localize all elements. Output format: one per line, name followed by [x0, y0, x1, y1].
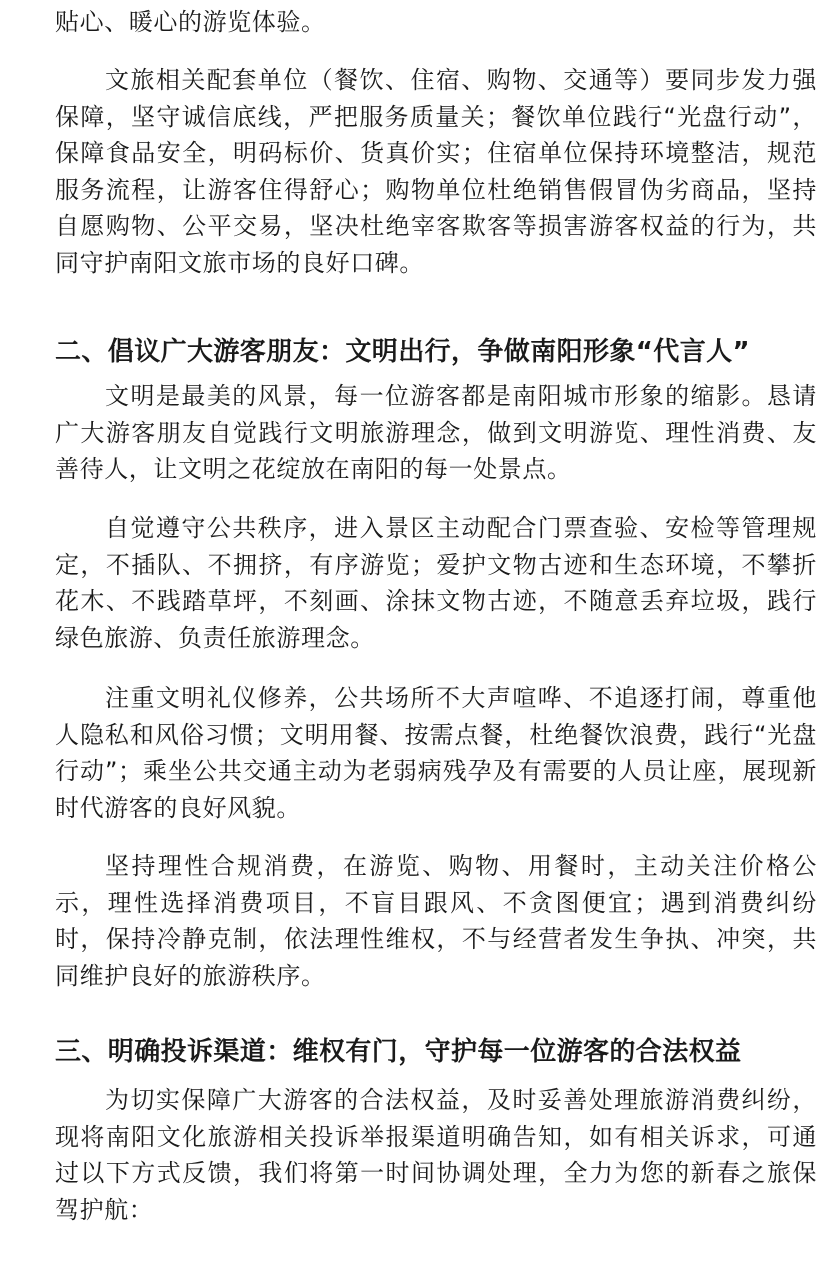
paragraph-2-4: 坚持理性合规消费，在游览、购物、用餐时，主动关注价格公示，理性选择消费项目，不盲目跟风、不贪图便宜；遇到消费纠纷时，保持冷静克制，依法理性维权，不与经营者发生争执、冲突，共同维护良好的旅游秩序。 — [55, 852, 817, 990]
paragraph-2-1: 文明是最美的风景，每一位游客都是南阳城市形象的缩影。恳请广大游客朋友自觉践行文明旅游理念，做到文明游览、理性消费、友善待人，让文明之花绽放在南阳的每一处景点。 — [55, 382, 817, 484]
lead-fragment: 贴心、暖心的游览体验。 — [55, 8, 326, 36]
paragraph-3-1: 为切实保障广大游客的合法权益，及时妥善处理旅游消费纠纷，现将南阳文化旅游相关投诉举报渠道明确告知，如有相关诉求，可通过以下方式反馈，我们将第一时间协调处理，全力为您的新春之旅保驾护航： — [55, 1086, 817, 1224]
section-heading-3: 三、明确投诉渠道：维权有门，守护每一位游客的合法权益 — [55, 1037, 742, 1067]
paragraph-supporting-units: 文旅相关配套单位（餐饮、住宿、购物、交通等）要同步发力强保障，坚守诚信底线，严把服务质量关；餐饮单位践行“光盘行动”，保障食品安全，明码标价、货真价实；住宿单位保持环境整洁，规范服务流程，让游客住得舒心；购物单位杜绝销售假冒伪劣商品，坚持自愿购物、公平交易，坚决杜绝宰客欺客等损害游客权益的行为，共同守护南阳文旅市场的良好口碑。 — [55, 66, 817, 277]
paragraph-2-3: 注重文明礼仪修养，公共场所不大声喧哗、不追逐打闹，尊重他人隐私和风俗习惯；文明用餐、按需点餐，杜绝餐饮浪费，践行“光盘行动”；乘坐公共交通主动为老弱病残孕及有需要的人员让座，展现新时代游客的良好风貌。 — [55, 684, 817, 822]
section-heading-2: 二、倡议广大游客朋友：文明出行，争做南阳形象“代言人” — [55, 337, 750, 367]
paragraph-2-2: 自觉遵守公共秩序，进入景区主动配合门票查验、安检等管理规定，不插队、不拥挤，有序游览；爱护文物古迹和生态环境，不攀折花木、不践踏草坪，不刻画、涂抹文物古迹，不随意丢弃垃圾，践行绿色旅游、负责任旅游理念。 — [55, 514, 817, 652]
